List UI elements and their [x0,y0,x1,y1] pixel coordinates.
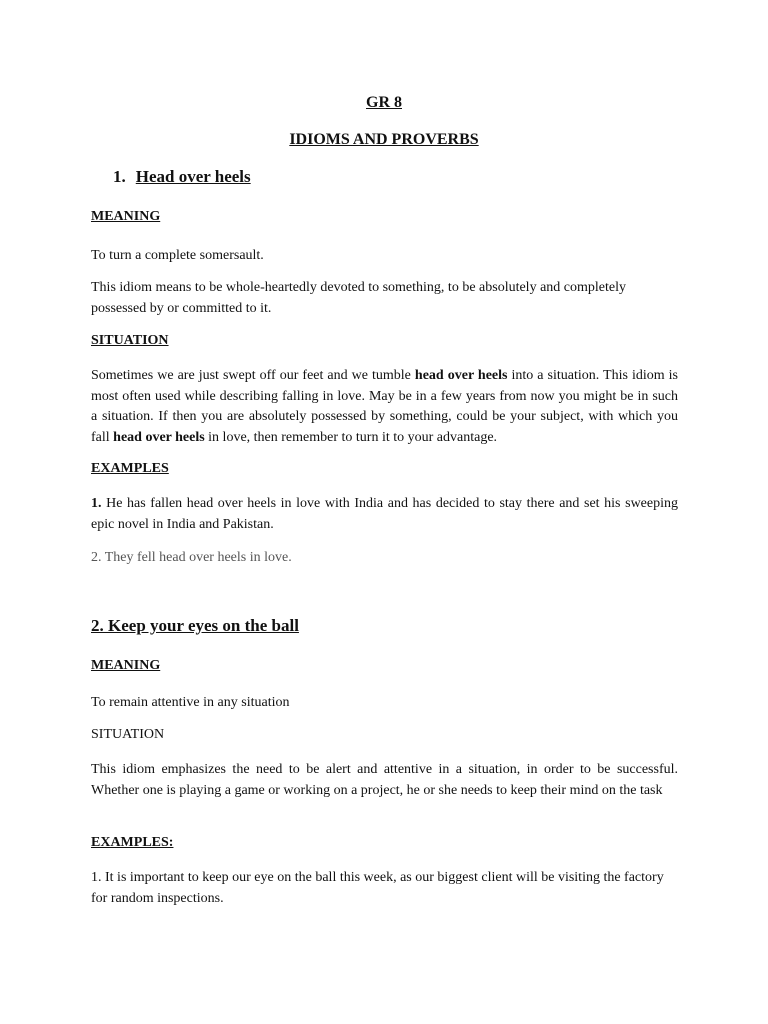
idiom-1-title: Head over heels [135,167,251,186]
situation-emphasis: head over heels [414,368,508,383]
idiom-1-example-1 [91,494,678,535]
idiom-1-examples-label: EXAMPLES [91,461,169,476]
idiom-2-situation-text: This idiom emphasizes the need to be alert and attentive in a situation, in order to be successful. Whether one is playing a game or working on a project, he or she needs to keep their mind on the task [91,762,678,798]
idiom-1-situation-label: SITUATION [91,333,169,348]
idiom-2-example-1: 1. It is important to keep our eye on the ball this week, as our biggest client will be visiting the factory for random inspections. [91,870,664,906]
situation-text-part: into a situation. This idiom is most often used while describing falling in love. May be in a few years from now you might be in such a situation. If then you are absolutely possessed by something, could be your subject, with which you fall [91,368,678,445]
grade-heading: GR 8 [366,94,402,111]
idiom-1-meaning-label: MEANING [91,209,161,224]
idiom-2-meaning-label: MEANING [91,658,161,673]
idiom-1-meaning-line2: This idiom means to be whole-heartedly devoted to something, to be absolutely and completely possessed by or committed to it. [91,280,626,316]
idiom-2-examples-label: EXAMPLES: [91,835,174,850]
situation-text-part: in love, then remember to turn it to your advantage. [204,429,498,445]
idiom-2-meaning-text: To remain attentive in any situation [91,695,290,710]
idiom-1-number: 1. [113,167,126,186]
idiom-1-heading [113,167,251,187]
idiom-1-situation-text [91,366,678,448]
idiom-1-example-2: 2. They fell head over heels in love. [91,550,292,565]
example-text: He has fallen head over heels in love with India and has decided to stay there and set his sweeping epic novel in India and Pakistan. [91,496,678,532]
situation-emphasis: head over heels [113,429,205,445]
idiom-2-heading: 2. Keep your eyes on the ball [91,616,299,635]
example-number: 1. [91,496,102,511]
idiom-1-meaning-line1: To turn a complete somersault. [91,248,264,263]
idiom-2-situation-label: SITUATION [91,727,165,742]
situation-text-part: Sometimes we are just swept off our feet and we tumble [91,368,415,383]
document-title: IDIOMS AND PROVERBS [289,131,479,148]
